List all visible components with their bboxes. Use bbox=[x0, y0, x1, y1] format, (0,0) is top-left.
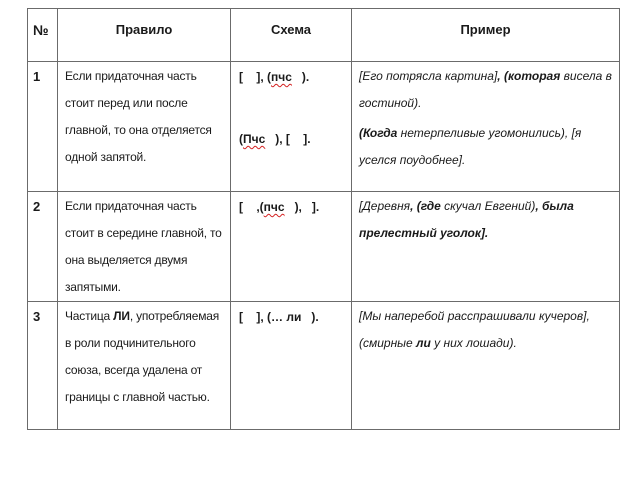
example-sentence: [Мы наперебой расспрашивали кучеров], (смирные ли у них лошади). bbox=[359, 309, 590, 350]
header-rule: Правило bbox=[58, 9, 231, 62]
rule-text: Если придаточная часть стоит перед или после главной, то она отделяется одной запятой. bbox=[58, 62, 231, 192]
scheme-line: [ ,(пчс ), ]. bbox=[239, 200, 320, 214]
scheme-cell bbox=[231, 192, 352, 302]
example-cell bbox=[352, 192, 620, 302]
rules-table bbox=[27, 8, 620, 430]
subordinate-clause-mark: пчс bbox=[263, 200, 285, 214]
rule-text: Частица ЛИ, употребляемая в роли подчинительного союза, всегда удалена от границы с главной частью. bbox=[58, 302, 231, 430]
scheme-cell bbox=[231, 62, 352, 192]
table-row bbox=[28, 302, 620, 430]
example-cell bbox=[352, 62, 620, 192]
example-sentence: [Деревня, (где скучал Евгений), была прелестный уголок]. bbox=[359, 199, 574, 240]
header-example: Пример bbox=[352, 9, 620, 62]
scheme-line: (Пчс ), [ ]. bbox=[239, 132, 311, 146]
rule-text: Если придаточная часть стоит в середине главной, то она выделяется двумя запятыми. bbox=[58, 192, 231, 302]
table-row bbox=[28, 192, 620, 302]
row-number: 1 bbox=[28, 62, 58, 192]
header-number: № bbox=[28, 9, 58, 62]
example-sentence: (Когда нетерпеливые угомонились), [я уселся поудобнее]. bbox=[359, 126, 582, 167]
header-scheme: Схема bbox=[231, 9, 352, 62]
example-cell bbox=[352, 302, 620, 430]
table-row bbox=[28, 62, 620, 192]
row-number: 2 bbox=[28, 192, 58, 302]
scheme-cell bbox=[231, 302, 352, 430]
scheme-line: [ ], (… ли ). bbox=[239, 310, 319, 324]
scheme-line: [ ], (пчс ). bbox=[239, 70, 310, 84]
table-header-row bbox=[28, 9, 620, 62]
example-sentence: [Его потрясла картина], (которая висела в гостиной). bbox=[359, 69, 612, 110]
subordinate-clause-mark: Пчс bbox=[243, 132, 266, 146]
subordinate-clause-mark: пчс bbox=[271, 70, 292, 84]
row-number: 3 bbox=[28, 302, 58, 430]
